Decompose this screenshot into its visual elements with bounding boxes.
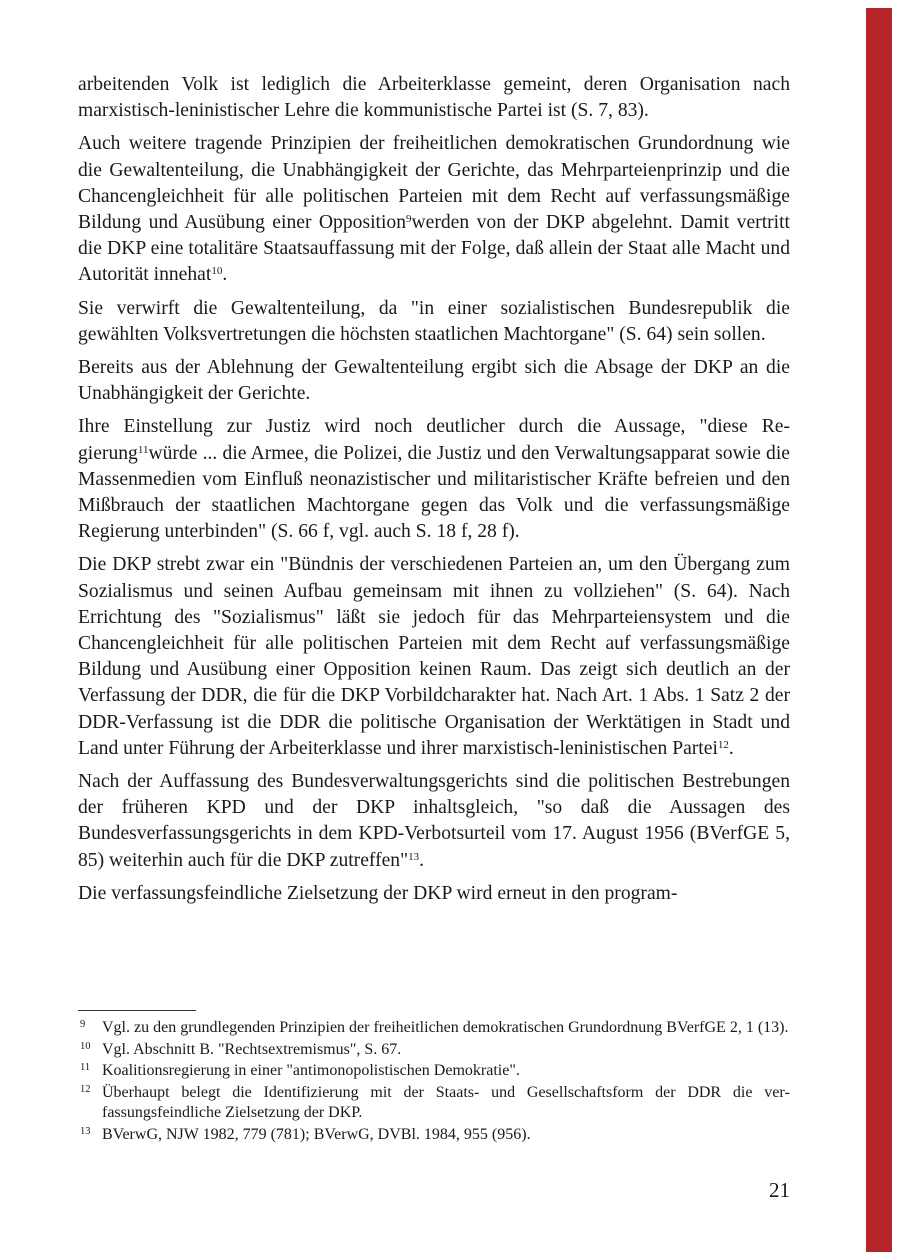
paragraph	[78, 881, 790, 907]
page-number: 21	[769, 1178, 790, 1202]
paragraph-text: Bereits aus der Ablehnung der Gewaltenteilung ergibt sich die Absage der DKP an die Unabhängigkeit der Gerichte.	[78, 357, 790, 405]
footnote-divider	[78, 1010, 196, 1011]
paragraph	[78, 296, 790, 348]
footnote-text: Überhaupt belegt die Identifizierung mit der Staats- und Gesellschaftsform der DDR die verfassungsfeindliche Zielsetzung der DKP.	[102, 1083, 790, 1121]
paragraph	[78, 72, 790, 124]
footnotes	[78, 1018, 790, 1146]
footnote	[78, 1125, 790, 1146]
paragraph-text: Auch weitere tragende Prinzipien der freiheitlichen demokratischen Grundordnung wie die Gewaltenteilung, die Unabhängigkeit der Gerichte, das Mehrparteienprinzip und die Chancengleichheit für alle politischen Parteien mit dem Recht auf verfassungsmäßige Bildung und Ausübung einer Opposition	[78, 133, 790, 234]
footnote-reference: 10	[211, 265, 223, 278]
footnote-number: 11	[80, 1062, 91, 1073]
paragraph-text: Die DKP strebt zwar ein "Bündnis der verschiedenen Parteien an, um den Übergang zum Sozialismus und seinen Aufbau gemeinsam mit ihnen zu vollziehen" (S. 64). Nach Errichtung des "Sozialismus" läßt sie jedoch für das Mehrparteiensystem und die Chancengleichheit für alle politischen Parteien mit dem Recht auf verfassungsmäßige Bildung und Ausübung einer Opposition keinen Raum. Das zeigt sich deutlich an der Verfassung der DDR, die für die DKP Vorbildcharakter hat. Nach Art. 1 Abs. 1 Satz 2 der DDR-Verfassung ist die DDR die politische Organisation der Werktätigen in Stadt und Land unter Führung der Arbeiterklasse und ihrer marxistisch-leninistischen Partei	[78, 554, 790, 759]
paragraph-text: Die verfassungsfeindliche Zielsetzung der DKP wird erneut in den program-	[78, 882, 678, 904]
footnote-number: 13	[80, 1125, 91, 1137]
paragraph	[78, 414, 790, 545]
footnote-text: BVerwG, NJW 1982, 779 (781); BVerwG, DVBl. 1984, 955 (956).	[102, 1125, 531, 1143]
paragraph	[78, 131, 790, 288]
paragraph-text: arbeitenden Volk ist lediglich die Arbeiterklasse gemeint, deren Organisation nach marxistisch-leninistischer Lehre die kommunistische Partei ist (S. 7, 83).	[78, 74, 790, 122]
footnote	[78, 1040, 790, 1061]
paragraph	[78, 552, 790, 762]
paragraph	[78, 355, 790, 407]
footnote-reference: 12	[717, 738, 729, 751]
footnote-reference: 13	[408, 850, 420, 863]
footnote-text: Koalitionsregierung in einer "antimonopolistischen Demokratie".	[102, 1062, 520, 1079]
footnote	[78, 1061, 790, 1082]
paragraph-text: Ihre Einstellung zur Justiz wird noch deutlicher durch die Aussage, "diese Regierung	[78, 416, 790, 464]
paragraph-text: .	[728, 737, 734, 759]
paragraph	[78, 769, 790, 874]
body-text	[78, 72, 790, 914]
footnote-text: Vgl. Abschnitt B. "Rechtsextremismus", S. 67.	[102, 1040, 402, 1058]
paragraph-text: .	[419, 849, 424, 871]
footnote-reference: 11	[137, 443, 149, 456]
paragraph-text: würde ... die Armee, die Polizei, die Justiz und den Verwaltungsapparat sowie die Massenmedien vom Einfluß neonazistischer und militaristischer Kräfte befreien und den Mißbrauch der staatlichen Machtorgane gegen das Volk und die verfassungsmäßige Regierung unterbinden" (S. 66 f, vgl. auch S. 18 f, 28 f).	[78, 442, 790, 543]
footnote-reference: 9	[406, 212, 412, 225]
paragraph-text: Nach der Auffassung des Bundesverwaltungsgerichts sind die politischen Bestrebungen der früheren KPD und der DKP inhaltsgleich, "so daß die Aussagen des Bundesverfassungsgerichts in dem KPD-Verbotsurteil vom 17. August 1956 (BVerfGE 5, 85) weiterhin auch für die DKP zutreffen"	[78, 771, 790, 871]
paragraph-text: Sie verwirft die Gewaltenteilung, da "in einer sozialistischen Bundesrepublik die gewählten Volksvertretungen die höchsten staatlichen Machtorgane" (S. 64) sein sollen.	[78, 297, 790, 345]
footnote-number: 10	[80, 1040, 91, 1052]
red-page-edge	[866, 8, 892, 1252]
footnote-number: 12	[80, 1083, 91, 1095]
footnote-number: 9	[80, 1019, 86, 1030]
paragraph-text: .	[222, 264, 228, 286]
footnote	[78, 1083, 790, 1124]
footnote	[78, 1018, 790, 1039]
paragraph-text: werden von der DKP abgelehnt. Damit vertritt die DKP eine totalitäre Staatsauffassung mit der Folge, daß allein der Staat alle Macht und Autorität innehat	[78, 212, 790, 286]
footnote-text: Vgl. zu den grundlegenden Prinzipien der freiheitlichen demokratischen Grundordnung BVerfGE 2, 1 (13).	[102, 1019, 789, 1036]
